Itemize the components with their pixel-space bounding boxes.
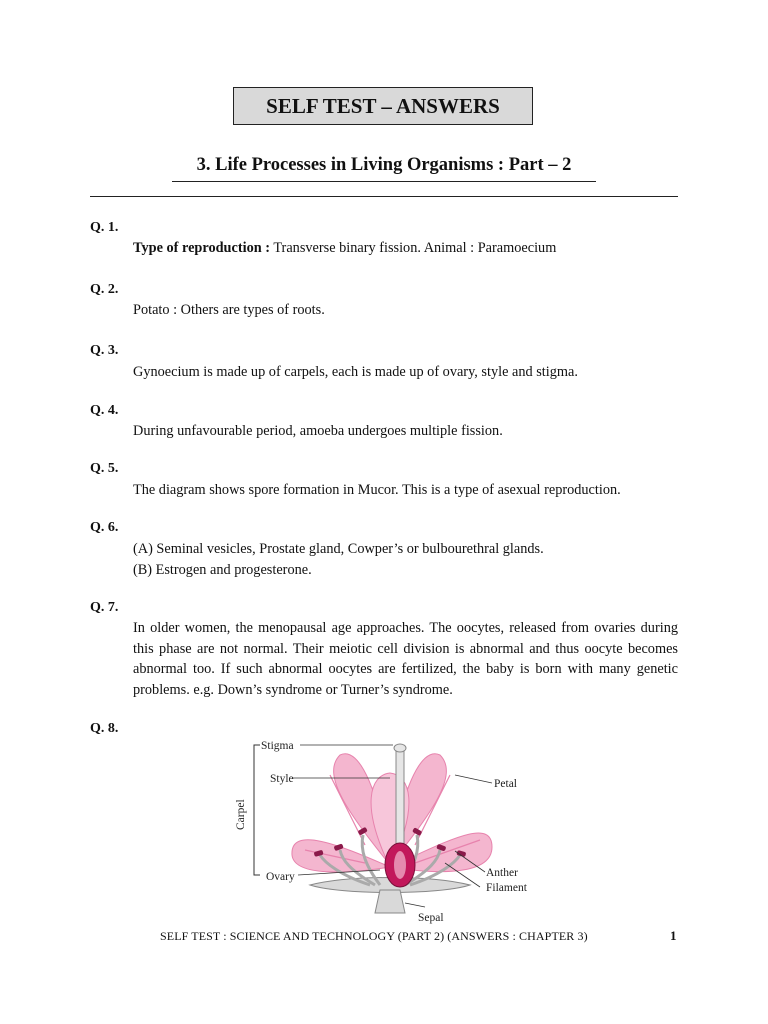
- question-label-7: Q. 7.: [90, 600, 119, 615]
- answer-6-a: (A) Seminal vesicles, Prostate gland, Cowper’s or bulbourethral glands.: [133, 541, 544, 557]
- answer-6: [133, 539, 678, 580]
- header-rule: [90, 196, 678, 197]
- label-petal: Petal: [494, 778, 517, 790]
- label-filament: Filament: [486, 882, 527, 894]
- question-label-4: Q. 4.: [90, 403, 119, 418]
- question-label-1: Q. 1.: [90, 220, 119, 235]
- chapter-title: 3. Life Processes in Living Organisms : Part – 2: [172, 155, 596, 182]
- label-stigma: Stigma: [261, 740, 294, 752]
- question-label-2: Q. 2.: [90, 282, 119, 297]
- label-sepal: Sepal: [418, 912, 444, 924]
- label-carpel: Carpel: [235, 799, 247, 830]
- label-ovary: Ovary: [266, 871, 295, 883]
- answer-6-b: (B) Estrogen and progesterone.: [133, 561, 312, 578]
- question-label-8: Q. 8.: [90, 721, 119, 736]
- question-label-3: Q. 3.: [90, 343, 119, 358]
- answer-4: During unfavourable period, amoeba undergoes multiple fission.: [133, 423, 503, 439]
- answer-3: Gynoecium is made up of carpels, each is made up of ovary, style and stigma.: [133, 364, 578, 380]
- answers-title: SELF TEST – ANSWERS: [266, 93, 500, 118]
- answer-1: [133, 238, 678, 259]
- answer-5: The diagram shows spore formation in Mucor. This is a type of asexual reproduction.: [133, 482, 621, 498]
- answers-title-box: [233, 87, 533, 125]
- page-number: 1: [670, 928, 677, 943]
- carpel-bracket: [254, 745, 260, 875]
- footer-text: SELF TEST : SCIENCE AND TECHNOLOGY (PART 2) (ANSWERS : CHAPTER 3): [160, 929, 588, 943]
- stigma-shape: [394, 744, 406, 752]
- question-label-5: Q. 5.: [90, 461, 119, 476]
- answer-7: In older women, the menopausal age approaches. The oocytes, released from ovaries during this phase are not normal. Their meiotic cell division is abnormal and thus oocyte becomes abnormal too. If such abnormal oocytes are fertilized, the baby is born with many genetic problems. e.g. Down’s syndrome or Turner’s syndrome.: [133, 620, 678, 698]
- answer-1-bold: Type of reproduction :: [133, 240, 271, 256]
- flower-diagram: [230, 735, 550, 925]
- answer-2: Potato : Others are types of roots.: [133, 302, 325, 318]
- label-style: Style: [270, 773, 294, 785]
- label-anther: Anther: [486, 867, 518, 879]
- answer-1-text: Transverse binary fission. Animal : Paramoecium: [270, 240, 557, 256]
- style-shape: [396, 750, 404, 845]
- question-label-6: Q. 6.: [90, 520, 119, 535]
